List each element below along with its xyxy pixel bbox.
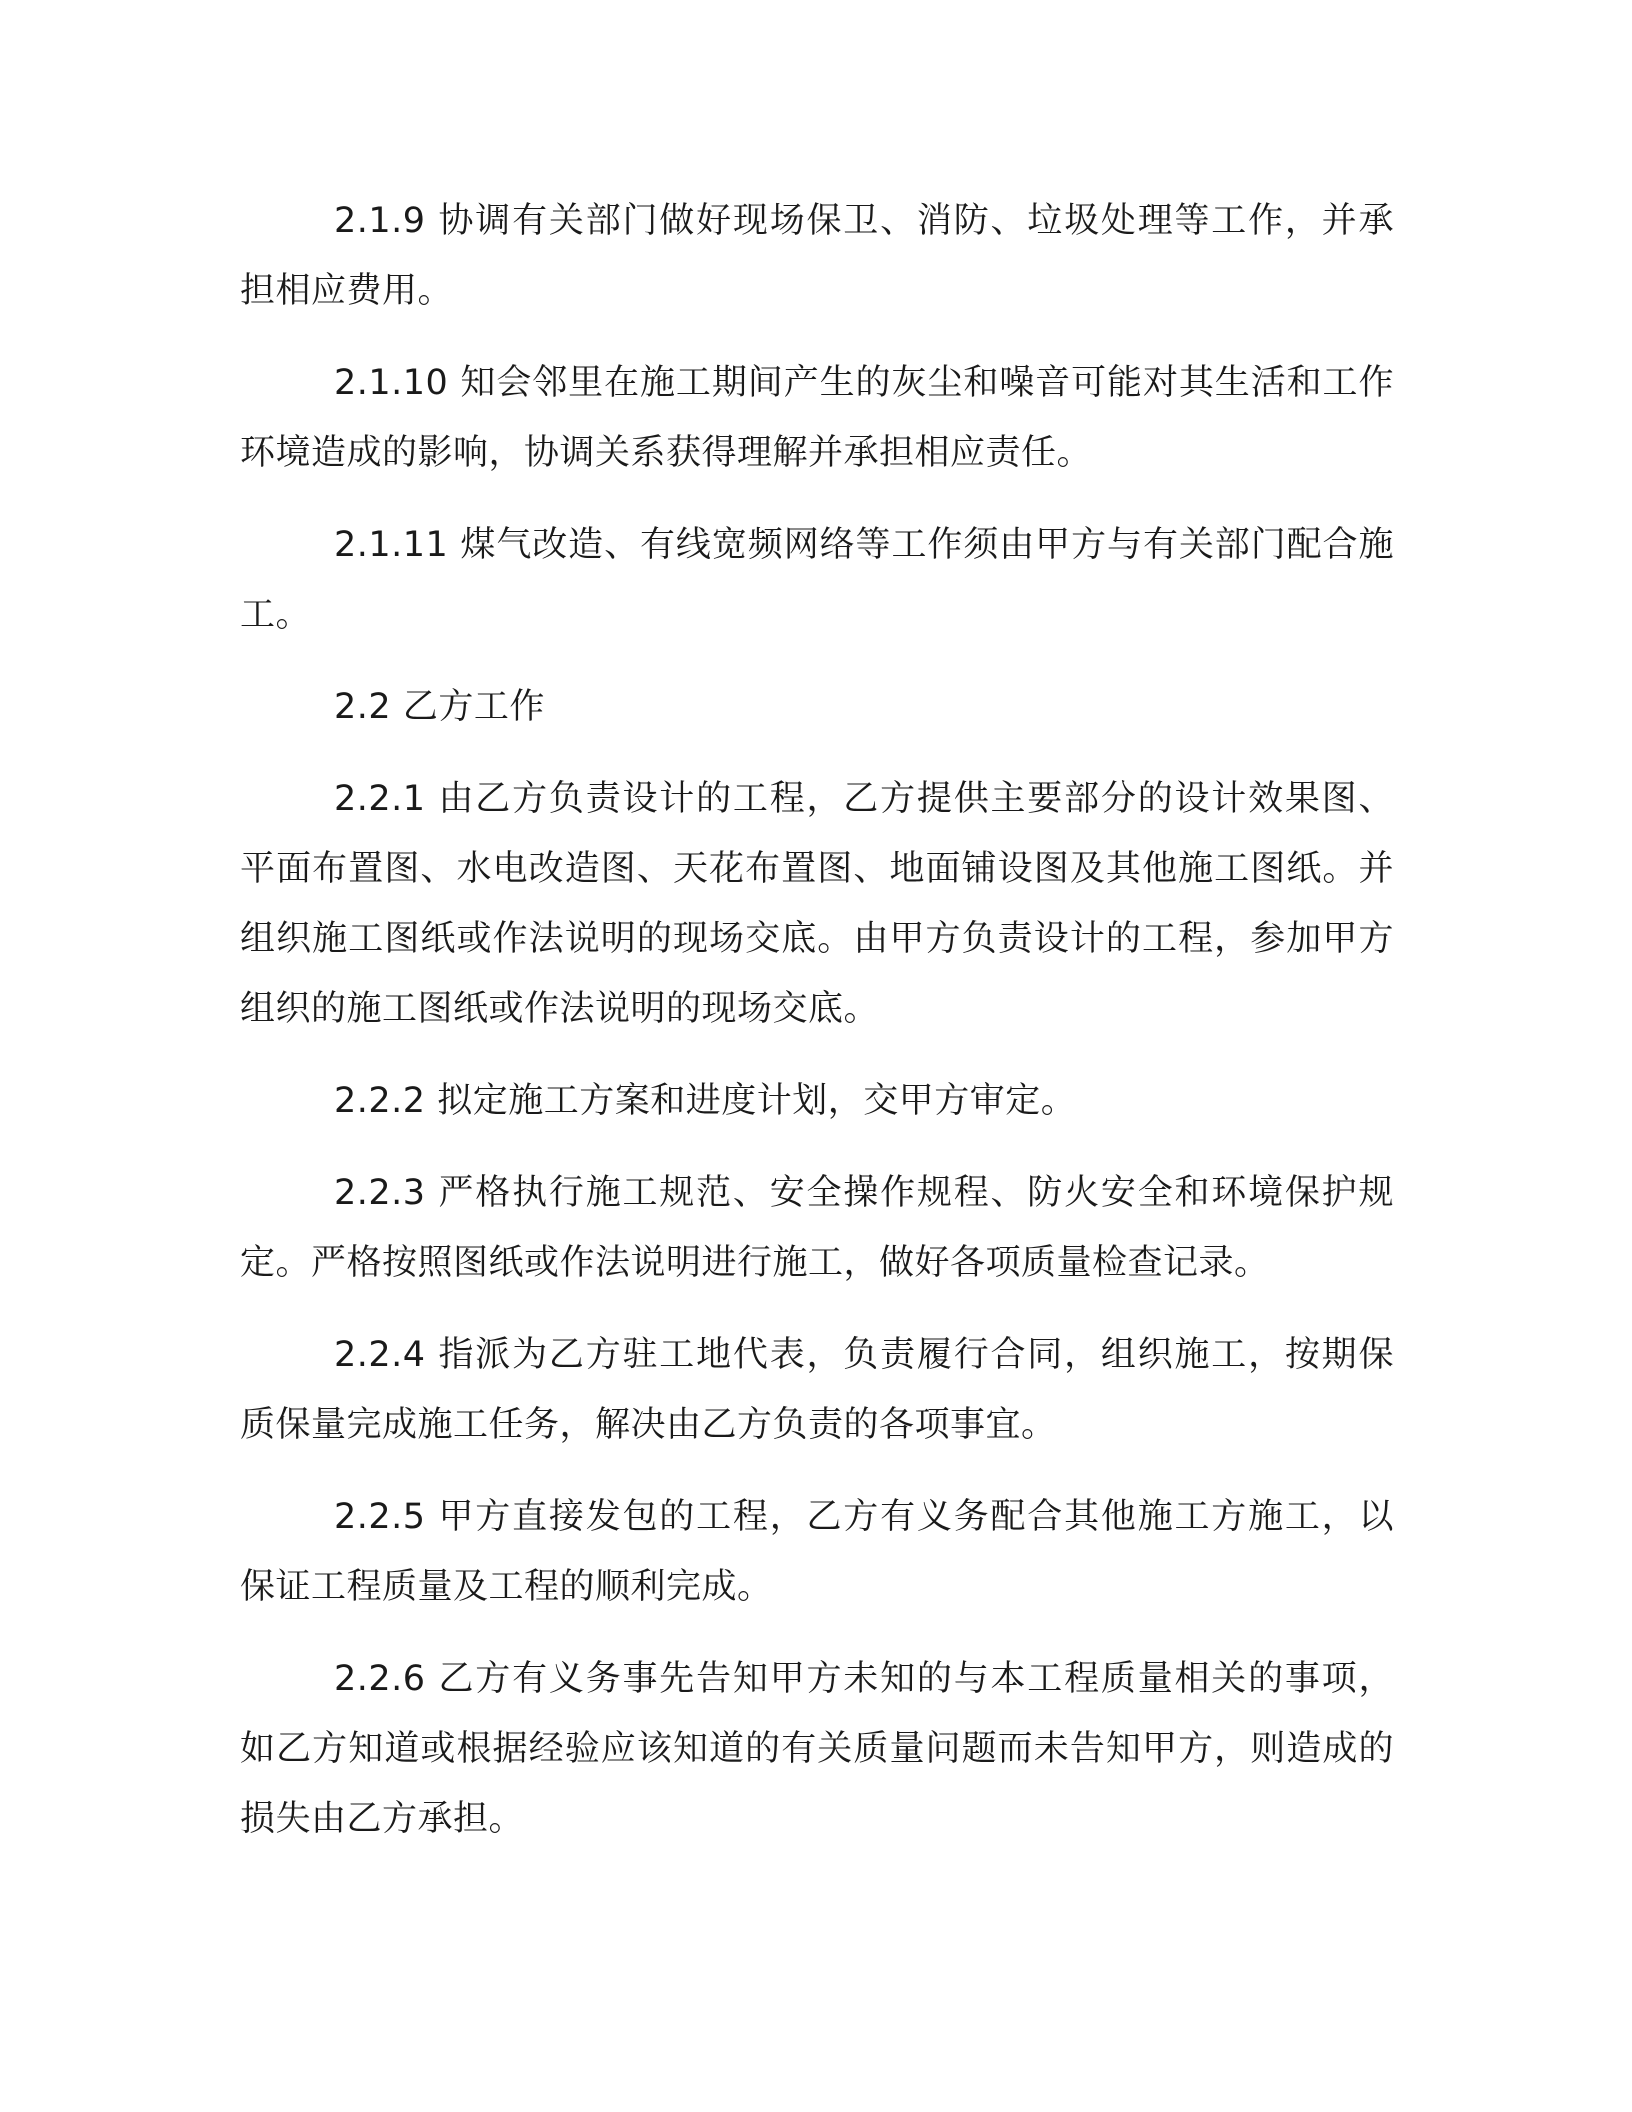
- clause-number: 2.2.5: [334, 1497, 426, 1537]
- paragraph-2-2-3: [240, 1158, 1394, 1298]
- clause-text: 甲方直接发包的工程，乙方有义务配合其他施工方施工，以保证工程质量及工程的顺利完成。: [240, 1497, 1394, 1607]
- clause-number: 2.1.11: [334, 525, 449, 565]
- paragraph-2-2-2: [240, 1066, 1394, 1136]
- section-heading-2-2: [240, 672, 1394, 742]
- paragraph-2-2-6: [240, 1644, 1394, 1854]
- paragraph-2-2-5: [240, 1482, 1394, 1622]
- clause-number: 2.2.3: [334, 1173, 426, 1213]
- clause-text: 乙方有义务事先告知甲方未知的与本工程质量相关的事项，如乙方知道或根据经验应该知道的有关质量问题而未告知甲方，则造成的损失由乙方承担。: [240, 1659, 1394, 1839]
- document-page: [240, 186, 1394, 1876]
- clause-number: 2.1.9: [334, 201, 426, 241]
- clause-text: 知会邻里在施工期间产生的灰尘和噪音可能对其生活和工作环境造成的影响，协调关系获得理解并承担相应责任。: [240, 363, 1394, 473]
- clause-text: 协调有关部门做好现场保卫、消防、垃圾处理等工作，并承担相应费用。: [240, 201, 1394, 311]
- paragraph-2-1-9: [240, 186, 1394, 326]
- clause-text: 乙方工作: [402, 687, 545, 727]
- clause-text: 煤气改造、有线宽频网络等工作须由甲方与有关部门配合施工。: [240, 525, 1394, 635]
- clause-number: 2.2.1: [334, 779, 426, 819]
- clause-text: 严格执行施工规范、安全操作规程、防火安全和环境保护规定。严格按照图纸或作法说明进行施工，做好各项质量检查记录。: [240, 1173, 1394, 1283]
- clause-text: 指派为乙方驻工地代表，负责履行合同，组织施工，按期保质保量完成施工任务，解决由乙方负责的各项事宜。: [240, 1335, 1394, 1445]
- paragraph-2-1-10: [240, 348, 1394, 488]
- clause-text: 拟定施工方案和进度计划，交甲方审定。: [437, 1081, 1077, 1121]
- clause-number: 2.2.4: [334, 1335, 426, 1375]
- clause-number: 2.2: [334, 687, 392, 727]
- clause-number: 2.2.6: [334, 1659, 426, 1699]
- clause-number: 2.2.2: [334, 1081, 426, 1121]
- clause-number: 2.1.10: [334, 363, 449, 403]
- paragraph-2-2-4: [240, 1320, 1394, 1460]
- paragraph-2-2-1: [240, 764, 1394, 1044]
- paragraph-2-1-11: [240, 510, 1394, 650]
- clause-text: 由乙方负责设计的工程，乙方提供主要部分的设计效果图、平面布置图、水电改造图、天花布置图、地面铺设图及其他施工图纸。并组织施工图纸或作法说明的现场交底。由甲方负责设计的工程，参加甲方组织的施工图纸或作法说明的现场交底。: [240, 779, 1394, 1029]
